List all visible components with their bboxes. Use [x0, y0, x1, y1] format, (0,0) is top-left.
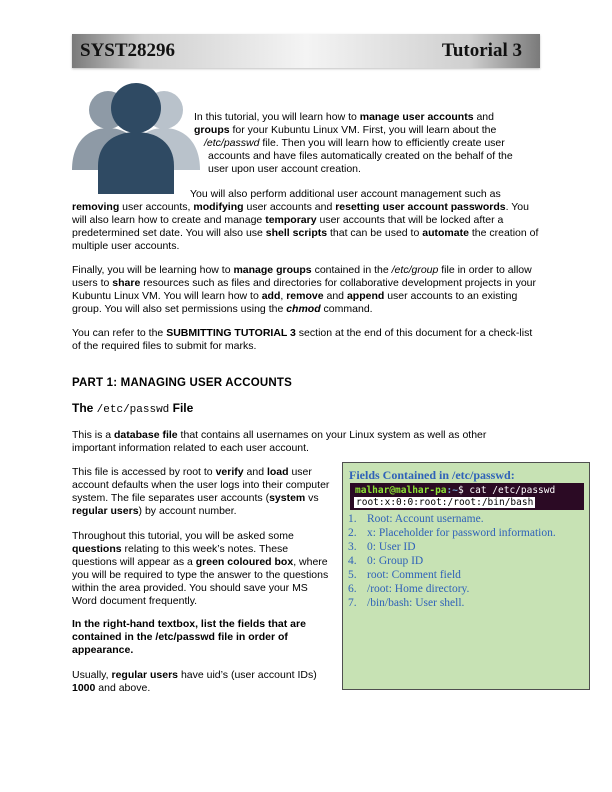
list-item: 4. 0: Group ID: [348, 555, 424, 567]
passwd-description: This is a database file that contains all usernames on your Linux system as well as other important information related to each user account.: [72, 429, 487, 454]
terminal-screenshot: [350, 483, 584, 510]
intro-paragraph-2: You will also perform additional user account management such as removing user accounts, modifying user accounts and resetting user account passwords. You will also learn how to create and manage temporary user accounts that will be locked after a predetermined set date. You will also use shell scripts that can be used to automate the creation of multiple user accounts.: [72, 188, 539, 252]
course-code: SYST28296: [80, 40, 176, 61]
terminal-prompt-line: malhar@malhar-pa:~$ cat /etc/passwd: [355, 485, 556, 496]
list-item: 7. /bin/bash: User shell.: [348, 597, 465, 609]
intro-line: In this tutorial, you will learn how to manage user accounts and: [194, 111, 494, 123]
questions-paragraph: Throughout this tutorial, you will be asked some questions relating to this week’s notes. These questions will appear as a green coloured box, where you will be required to type the answer to the questions within the area provided. You should save your MS Word document frequently.: [72, 530, 329, 607]
intro-paragraph-4: You can refer to the SUBMITTING TUTORIAL 3 section at the end of this document for a check-list of the required files to submit for marks.: [72, 327, 533, 352]
page-header: [72, 34, 540, 68]
intro-line: /etc/passwd file. Then you will learn how to efficiently create user: [204, 137, 505, 149]
fields-list: [348, 512, 556, 610]
regular-users-note: Usually, regular users have uid’s (user account IDs) 1000 and above.: [72, 669, 317, 694]
list-item: 2. x: Placeholder for password information.: [348, 527, 556, 539]
users-group-icon: [72, 82, 200, 194]
part-1-heading: PART 1: MANAGING USER ACCOUNTS: [72, 377, 293, 389]
list-item: 1. Root: Account username.: [348, 513, 484, 525]
list-item: 5. root: Comment field: [348, 569, 461, 581]
list-item: 3. 0: User ID: [348, 541, 416, 553]
answer-textbox[interactable]: [342, 462, 590, 690]
passwd-access-paragraph: This file is accessed by root to verify and load user account defaults when the user logs into their computer system. The file separates user accounts (system vs regular users) by account number.: [72, 466, 330, 517]
intro-line: groups for your Kubuntu Linux VM. First, you will learn about the: [194, 124, 497, 136]
terminal-output-line: root:x:0:0:root:/root:/bin/bash: [356, 497, 534, 508]
answer-box-title: Fields Contained in /etc/passwd:: [349, 468, 515, 482]
tutorial-number: Tutorial 3: [441, 40, 522, 61]
intro-line: accounts and have files automatically created on the behalf of the: [208, 150, 513, 162]
intro-line: user upon user account creation.: [208, 163, 361, 175]
question-instruction: In the right-hand textbox, list the fields that are contained in the /etc/passwd file in order of appearance.: [72, 618, 306, 656]
intro-paragraph-1: [194, 111, 534, 176]
intro-paragraph-3: Finally, you will be learning how to manage groups contained in the /etc/group file in order to allow users to share resources such as files and directories for collaborative development projects in your Kubuntu Linux VM. You will learn how to add, remove and append user accounts to an existing group. You will also set permissions using the chmod command.: [72, 264, 537, 315]
list-item: 6. /root: Home directory.: [348, 583, 470, 595]
passwd-file-heading: The /etc/passwd File: [72, 401, 194, 416]
